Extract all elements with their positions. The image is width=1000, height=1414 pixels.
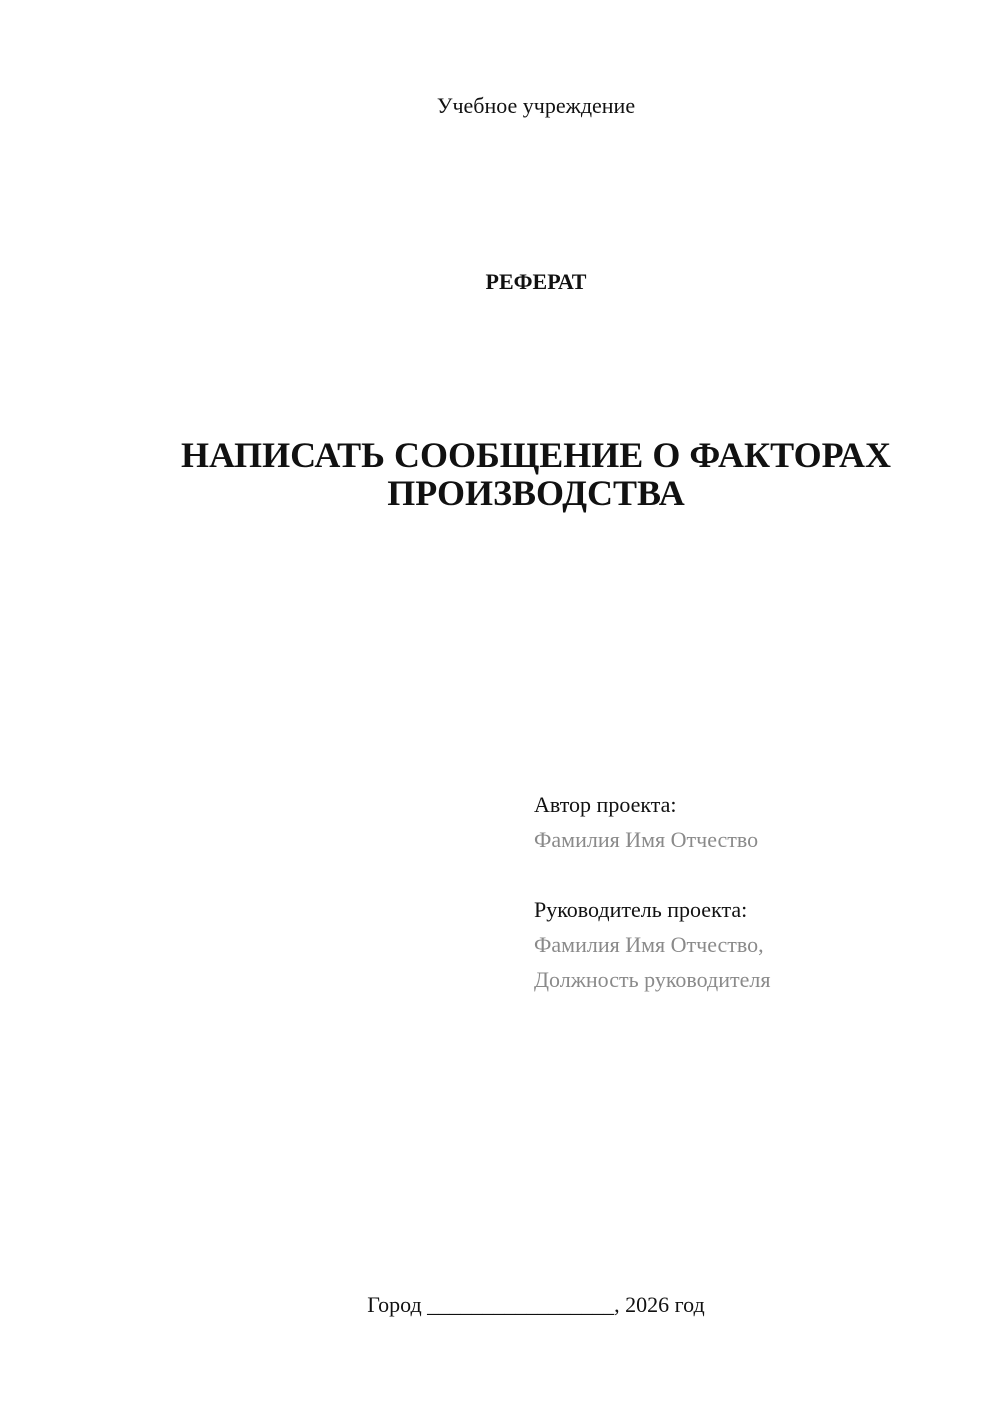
document-title	[120, 436, 952, 512]
supervisor-name: Фамилия Имя Отчество,	[534, 932, 764, 957]
credits-spacer	[534, 857, 974, 892]
document-type: РЕФЕРАТ	[485, 269, 587, 294]
city-year-line: Город _________________, 2026 год	[367, 1292, 705, 1317]
supervisor-label: Руководитель проекта:	[534, 897, 748, 922]
title-line-1: НАПИСАТЬ СООБЩЕНИЕ О ФАКТОРАХ	[181, 435, 891, 475]
institution-name: Учебное учреждение	[436, 93, 636, 118]
credits-block	[534, 787, 974, 997]
title-line-2: ПРОИЗВОДСТВА	[387, 473, 685, 513]
supervisor-position: Должность руководителя	[534, 967, 771, 992]
author-name: Фамилия Имя Отчество	[534, 827, 759, 852]
author-label: Автор проекта:	[534, 792, 677, 817]
